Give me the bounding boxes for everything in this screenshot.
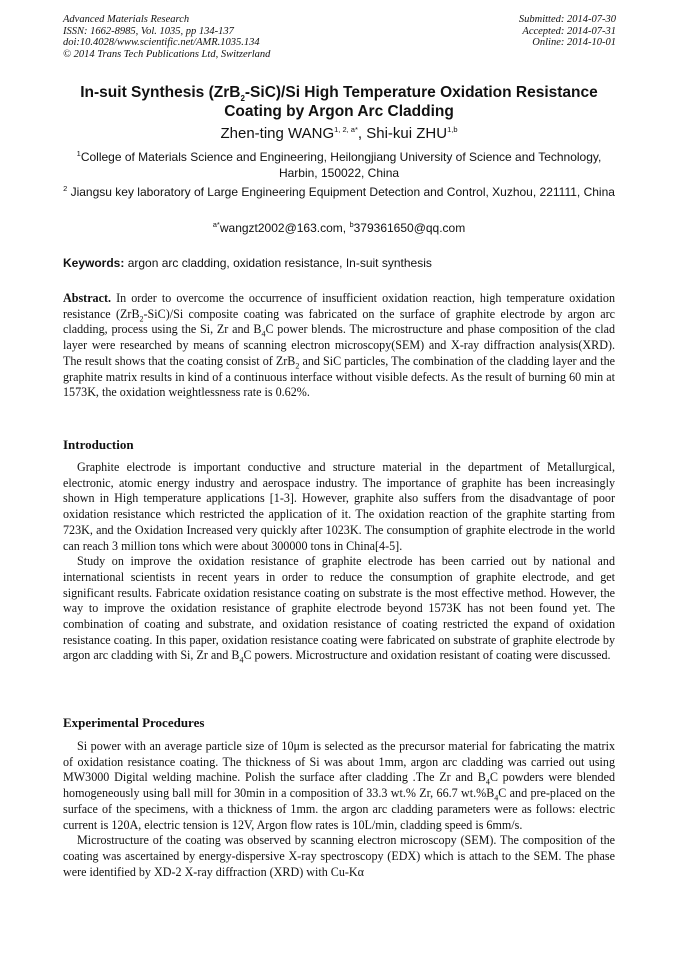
author-2: , Shi-kui ZHU: [357, 125, 448, 142]
date-accepted: Accepted: 2014-07-31: [522, 25, 616, 37]
introduction-paragraph-2: [63, 554, 615, 664]
abstract-label: Abstract.: [63, 291, 112, 305]
abstract-sub-3: 2: [295, 361, 300, 371]
journal-copyright: © 2014 Trans Tech Publications Ltd, Switzerland: [63, 48, 271, 60]
journal-name: Advanced Materials Research: [63, 14, 190, 25]
publication-dates: [519, 14, 616, 49]
intro-p2-sub: 4: [239, 655, 244, 665]
abstract-paragraph: [63, 291, 615, 401]
title-part-2: -SiC)/Si High Temperature Oxidation Resistance Coating by Argon Arc Cladding: [224, 84, 598, 120]
affiliation-2-mark: 2: [63, 184, 68, 193]
introduction-heading: Introduction: [63, 437, 134, 452]
email-a: wangzt2002@163.com,: [219, 221, 350, 235]
author-list: [60, 125, 618, 143]
exp-p1-text-3: C and pre-placed on the surface of the specimens, with a thickness of 1mm. the argon arc cladding parameters were as follows: electric current is 120A, electric tension is 12V, Argon flow rates is 10L/min, cladding speed is 6mm/s.: [63, 786, 615, 832]
introduction-paragraph-1: Graphite electrode is important conductive and structure material in the department of Metallurgical, electronic, atomic energy industry and aerospace industry. The importance of graphite has been increasingly shown in High temperature applications [1-3]. However, graphite also suffers from the disadvantage of poor oxidation resistance which restricted the application of it. The oxidation reaction of the graphite starting from 723K, and the Oxidation Increased very quickly after 1023K. The consumption of graphite electrode in the world can reach 3 million tons which were about 300000 tons in China[4-5].: [63, 460, 615, 553]
affiliation-1: [60, 150, 618, 181]
exp-p1-sub-2: 4: [494, 793, 499, 803]
experimental-heading: Experimental Procedures: [63, 715, 205, 730]
exp-p1-sub-1: 4: [485, 777, 490, 787]
abstract-text-1: In order to overcome the occurrence of insufficient oxidation reaction, high temperature oxidation resistance (ZrB: [63, 291, 615, 321]
affiliation-1-text: College of Materials Science and Engineering, Heilongjiang University of Science and Technology, Harbin, 150022, China: [80, 150, 602, 180]
paper-title: [60, 83, 618, 121]
experimental-paragraph-2: Microstructure of the coating was observed by scanning electron microscopy (SEM). The composition of the coating was ascertained by energy-dispersive X-ray spectroscopy (EDX) which is attach to the SEM. The phase were identified by XD-2 X-ray diffraction (XRD) with Cu-Kα: [63, 833, 615, 879]
email-b: 379361650@qq.com: [353, 221, 466, 235]
title-part-1: In-suit Synthesis (ZrB: [80, 84, 241, 101]
author-emails: [60, 221, 618, 237]
intro-p2-text-1: Study on improve the oxidation resistance of graphite electrode has been carried out by national and international scientists in recent years in order to reduce the consumption of graphite electrode, and get significant results. Fabricate oxidation resistance coating on substrate is the most effective method. However, the way to improve the oxidation resistance of graphite electrode beyond 1573K has not been found yet. The combination of coating and substrate, and oxidation resistance of coating restricted the expand of oxidation resistance coating. In this paper, oxidation resistance coating were fabricated on substrate of graphite electrode by argon arc cladding with Si, Zr and B: [63, 554, 615, 663]
author-2-affil: 1,b: [447, 125, 458, 134]
journal-issn: ISSN: 1662-8985, Vol. 1035, pp 134-137: [63, 25, 234, 37]
experimental-section: [63, 739, 615, 880]
keywords: [63, 256, 623, 271]
journal-doi: doi:10.4028/www.scientific.net/AMR.1035.134: [63, 37, 260, 49]
introduction-section: [63, 460, 615, 664]
keywords-label: Keywords:: [63, 256, 125, 270]
keywords-text: argon arc cladding, oxidation resistance, In-suit synthesis: [124, 256, 432, 270]
exp-p1-text-2: C powders were blended homogeneously using ball mill for 30min in a composition of 33.3 wt.% Zr, 66.7 wt.%B: [63, 770, 615, 801]
affiliation-2: [60, 185, 618, 201]
email-a-mark: a*: [212, 220, 220, 229]
date-online: Online: 2014-10-01: [532, 37, 616, 49]
exp-p1-text-1: Si power with an average particle size of 10μm is selected as the precursor material for fabricating the matrix of oxidation resistance coating. The thickness of Si was about 1mm, argon arc cladding was carried out using MW3000 Digital welding machine. Polish the surface after cladding .The Zr and B: [63, 739, 615, 785]
affiliation-1-mark: 1: [76, 149, 81, 158]
affiliation-2-text: Jiangsu key laboratory of Large Engineering Equipment Detection and Control, Xuzhou, 221111, China: [67, 185, 615, 199]
title-subscript: 2: [240, 94, 245, 104]
experimental-paragraph-1: [63, 739, 615, 833]
author-1-affil: 1, 2, a*: [334, 125, 358, 134]
journal-info: [63, 14, 270, 60]
intro-p2-text-2: C powers. Microstructure and oxidation resistant of coating were discussed.: [243, 648, 611, 663]
author-1: Zhen-ting WANG: [220, 125, 335, 142]
abstract-text-4: and SiC particles, The combination of the cladding layer and the graphite matrix results in kind of a continuous interface without visible defects. As the result of burning 60 min at 1573K, the oxidation weightlessness rate is 0.62%.: [63, 353, 615, 400]
abstract-text-3: C power blends. The microstructure and phase composition of the clad layer were researched by means of scanning electron microscopy(SEM) and X-ray diffraction analysis(XRD). The result shows that the coating consist of ZrB: [63, 322, 616, 368]
abstract: [63, 291, 615, 401]
abstract-sub-1: 2: [139, 314, 144, 324]
date-submitted: Submitted: 2014-07-30: [518, 14, 616, 25]
abstract-text-2: -SiC)/Si composite coating was fabricated on the surface of graphite electrode by argon arc cladding, process using the Si, Zr and B: [63, 306, 615, 337]
email-b-mark: b: [349, 220, 354, 229]
abstract-sub-2: 4: [261, 329, 266, 339]
